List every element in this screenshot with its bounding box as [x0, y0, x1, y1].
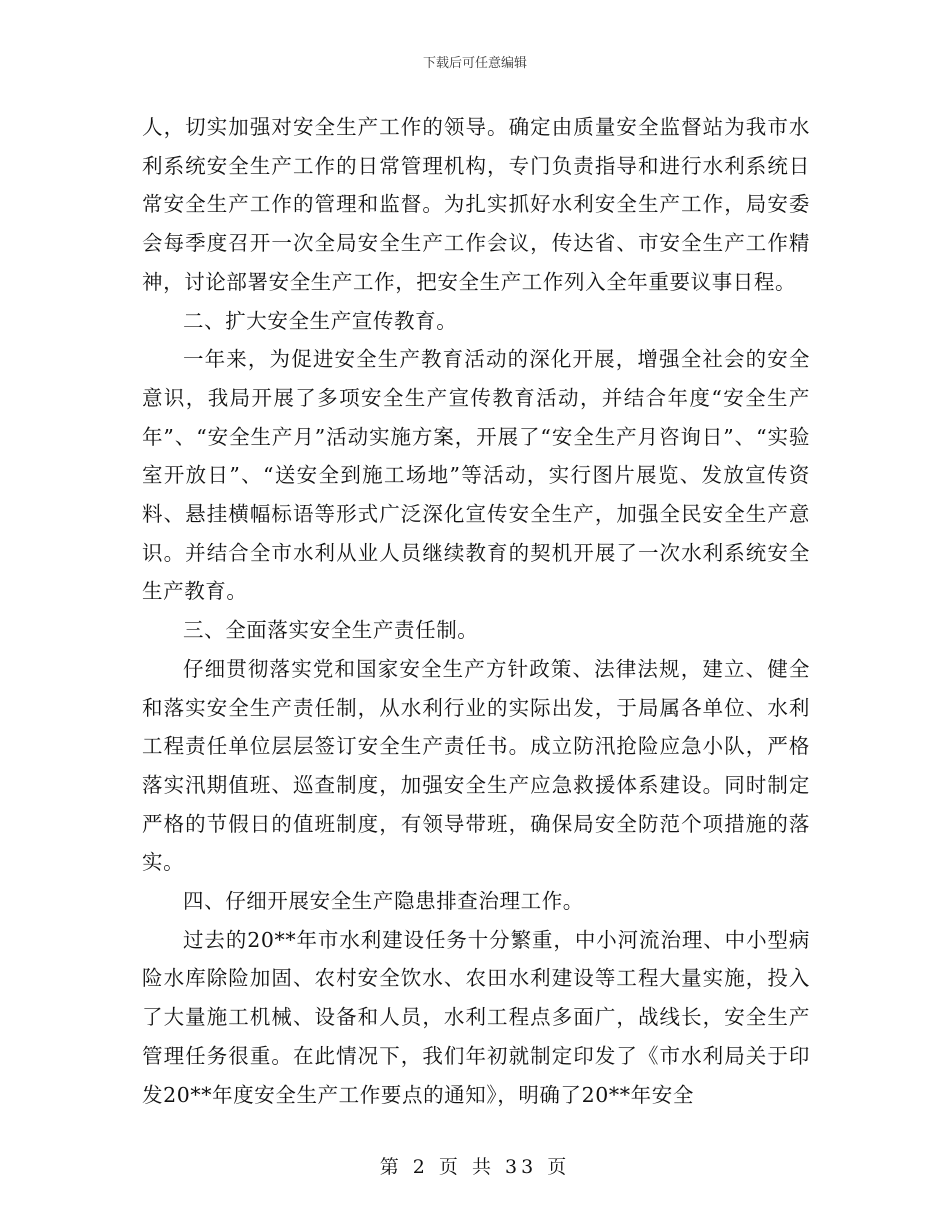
- section-heading-hazard-inspection: 四、仔细开展安全生产隐患排查治理工作。: [183, 889, 584, 914]
- section-heading-propaganda: 二、扩大安全生产宣传教育。: [183, 308, 458, 333]
- page-header: 下载后可任意编辑: [422, 56, 527, 71]
- paragraph-responsibility: 仔细贯彻落实党和国家安全生产方针政策、法律法规，建立、健全和落实安全生产责任制，从水利行业的实际出发，于局属各单位、水利工程责任单位层层签订安全生产责任书。成立防汛抢险应急小队，严格落实汛期值班、巡查制度，加强安全生产应急救援体系建设。同时制定严格的节假日的值班制度，有领导带班，确保局安全防范个项措施的落实。: [142, 656, 810, 875]
- paragraph-hazard-inspection: 过去的20**年市水利建设任务十分繁重，中小河流治理、中小型病险水库除险加固、农村安全饮水、农田水利建设等工程大量实施，投入了大量施工机械、设备和人员，水利工程点多面广，战线长，安全生产管理任务很重。在此情况下，我们年初就制定印发了《市水利局关于印发20**年度安全生产工作要点的通知》，明确了20**年安全: [142, 927, 810, 1107]
- page-number-footer: 第 2 页 共 33 页: [379, 1156, 571, 1178]
- section-heading-responsibility: 三、全面落实安全生产责任制。: [183, 618, 479, 643]
- document-body: [142, 108, 810, 1114]
- paragraph-propaganda: 一年来，为促进安全生产教育活动的深化开展，增强全社会的安全意识，我局开展了多项安全生产宣传教育活动，并结合年度“安全生产年”、“安全生产月”活动实施方案，开展了“安全生产月咨询日”、“实验室开放日”、“送安全到施工场地”等活动，实行图片展览、发放宣传资料、悬挂横幅标语等形式广泛深化宣传安全生产，加强全民安全生产意识。并结合全市水利从业人员继续教育的契机开展了一次水利系统安全生产教育。: [142, 347, 810, 604]
- paragraph-leadership: 人，切实加强对安全生产工作的领导。确定由质量安全监督站为我市水利系统安全生产工作的日常管理机构，专门负责指导和进行水利系统日常安全生产工作的管理和监督。为扎实抓好水利安全生产工作，局安委会每季度召开一次全局安全生产工作会议，传达省、市安全生产工作精神，讨论部署安全生产工作，把安全生产工作列入全年重要议事日程。: [142, 115, 810, 294]
